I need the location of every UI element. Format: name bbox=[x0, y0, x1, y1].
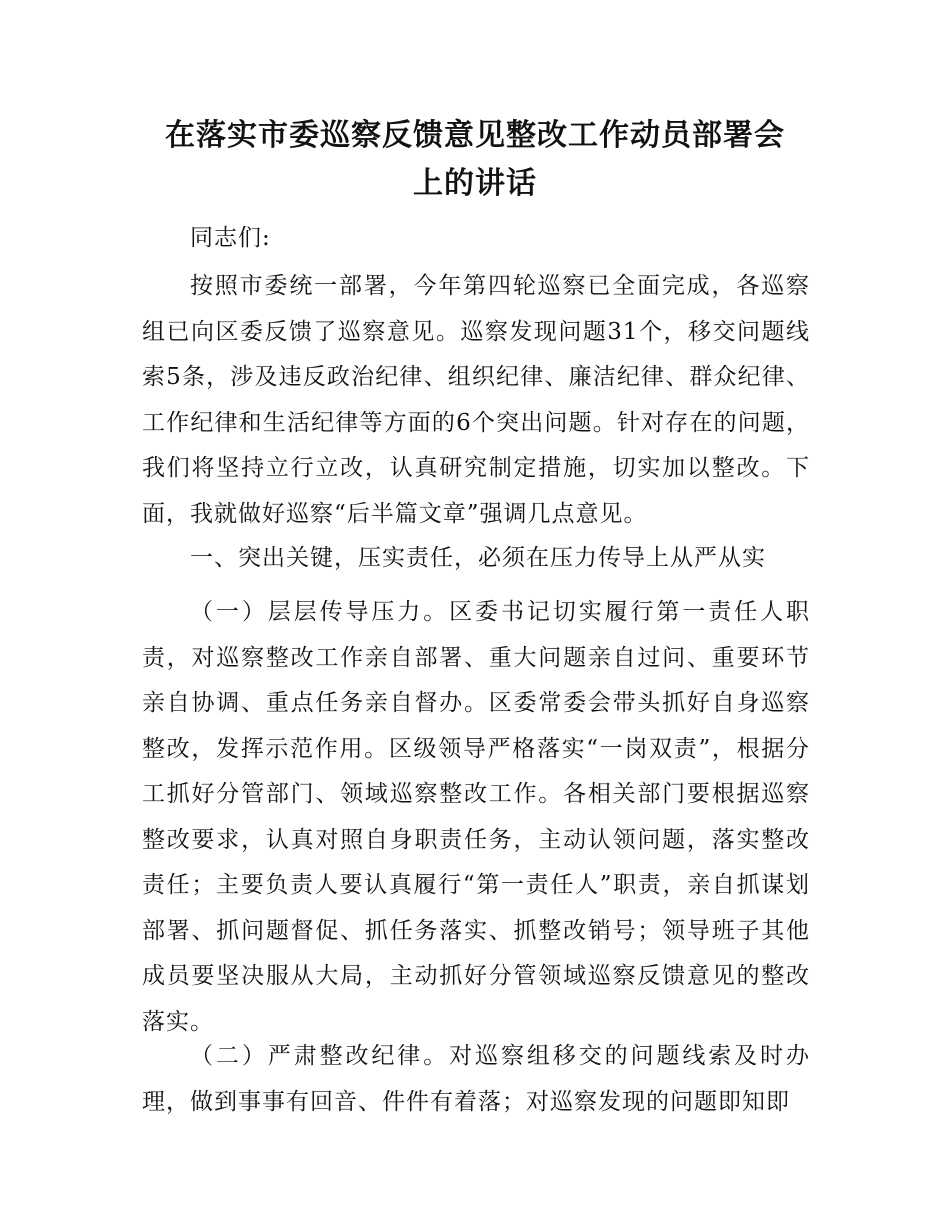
section-heading-1: 一、突出关键，压实责任，必须在压力传导上从严从实 bbox=[190, 545, 766, 571]
paragraph-subsection-1: （一）层层传导压力。区委书记切实履行第一责任人职责，对巡察整改工作亲自部署、重大问题亲自过问、重要环节亲自协调、重点任务亲自督办。区委常委会带头抓好自身巡察整改，发挥示范作用。区级领导严格落实“一岗双责”，根据分工抓好分管部门、领域巡察整改工作。各相关部门要根据巡察整改要求，认真对照自身职责任务，主动认领问题，落实整改责任；主要负责人要认真履行“第一责任人”职责，亲自抓谋划部署、抓问题督促、抓任务落实、抓整改销号；领导班子其他成员要坚决服从大局，主动抓好分管领域巡察反馈意见的整改落实。 bbox=[142, 599, 810, 1035]
document-title bbox=[130, 112, 820, 208]
title-line-2: 上的讲话 bbox=[413, 166, 537, 201]
paragraph-subsection-2: （二）严肃整改纪律。对巡察组移交的问题线索及时办理，做到事事有回音、件件有着落；对巡察发现的问题即知即 bbox=[142, 1043, 810, 1115]
salutation: 同志们: bbox=[190, 225, 271, 251]
paragraph-intro: 按照市委统一部署，今年第四轮巡察已全面完成，各巡察组已向区委反馈了巡察意见。巡察发现问题31个，移交问题线索5条，涉及违反政治纪律、组织纪律、廉洁纪律、群众纪律、工作纪律和生活纪律等方面的6个突出问题。针对存在的问题，我们将坚持立行立改，认真研究制定措施，切实加以整改。下面，我就做好巡察“后半篇文章”强调几点意见。 bbox=[142, 273, 810, 527]
title-line-1: 在落实市委巡察反馈意见整改工作动员部署会 bbox=[165, 118, 785, 153]
